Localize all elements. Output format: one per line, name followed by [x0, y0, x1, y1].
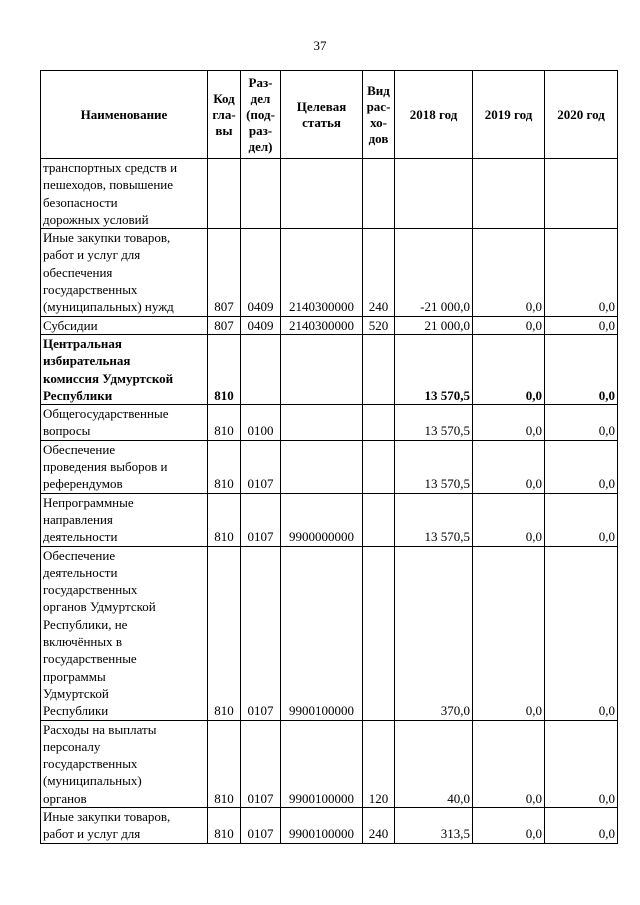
table-cell-section: 0409: [241, 316, 281, 334]
table-cell-section: 0107: [241, 493, 281, 546]
table-row: [41, 334, 618, 404]
table-cell-target: [281, 159, 363, 229]
table-cell-2019: 0,0: [473, 316, 545, 334]
table-cell-code: 810: [208, 440, 241, 493]
table-cell-type: 520: [363, 316, 395, 334]
table-row: [41, 493, 618, 546]
table-cell-name: Общегосударственные вопросы: [41, 405, 208, 441]
table-cell-target: 9900100000: [281, 720, 363, 807]
table-cell-type: [363, 159, 395, 229]
table-cell-type: [363, 546, 395, 720]
table-cell-code: [208, 159, 241, 229]
table-cell-target: 9900100000: [281, 807, 363, 843]
table-cell-target: [281, 405, 363, 441]
table-cell-code: 810: [208, 546, 241, 720]
table-cell-target: 9900100000: [281, 546, 363, 720]
table-cell-name: Центральная избирательная комиссия Удмуртской Республики: [41, 334, 208, 404]
table-cell-type: 240: [363, 807, 395, 843]
table-cell-2018: 21 000,0: [395, 316, 473, 334]
table-cell-2020: [545, 159, 618, 229]
table-cell-name: Непрограммные направления деятельности: [41, 493, 208, 546]
table-cell-target: 2140300000: [281, 229, 363, 316]
table-cell-2018: 13 570,5: [395, 405, 473, 441]
table-cell-section: 0107: [241, 807, 281, 843]
table-cell-2020: 0,0: [545, 546, 618, 720]
header-code: Код гла- вы: [208, 71, 241, 159]
table-cell-2019: 0,0: [473, 720, 545, 807]
table-cell-type: [363, 405, 395, 441]
table-cell-2020: 0,0: [545, 405, 618, 441]
header-2018: 2018 год: [395, 71, 473, 159]
header-name: Наименование: [41, 71, 208, 159]
table-cell-2020: 0,0: [545, 316, 618, 334]
header-row: [41, 71, 618, 159]
table-cell-2019: [473, 159, 545, 229]
page-number: 37: [313, 38, 327, 53]
table-cell-section: [241, 159, 281, 229]
table-cell-2018: 370,0: [395, 546, 473, 720]
table-row: [41, 720, 618, 807]
header-target: Целевая статья: [281, 71, 363, 159]
table-cell-target: [281, 334, 363, 404]
table-cell-type: [363, 493, 395, 546]
table-row: [41, 405, 618, 441]
table-cell-2018: 13 570,5: [395, 334, 473, 404]
header-section: Раз- дел (под- раз- дел): [241, 71, 281, 159]
table-cell-2018: 313,5: [395, 807, 473, 843]
table-cell-target: 2140300000: [281, 316, 363, 334]
table-cell-section: 0107: [241, 440, 281, 493]
table-row: [41, 546, 618, 720]
table-cell-type: 120: [363, 720, 395, 807]
table-cell-name: Обеспечение деятельности государственных органов Удмуртской Республики, не включённых в государственные программы Удмуртской Республики: [41, 546, 208, 720]
table-cell-section: 0107: [241, 720, 281, 807]
table-cell-2019: 0,0: [473, 546, 545, 720]
table-row: [41, 229, 618, 316]
table-cell-2020: 0,0: [545, 493, 618, 546]
table-cell-code: 810: [208, 720, 241, 807]
table-cell-name: Субсидии: [41, 316, 208, 334]
table-cell-code: 810: [208, 405, 241, 441]
table-row: [41, 316, 618, 334]
table-cell-code: 807: [208, 316, 241, 334]
table-cell-section: 0409: [241, 229, 281, 316]
table-cell-2020: 0,0: [545, 440, 618, 493]
table-cell-2019: 0,0: [473, 440, 545, 493]
table-cell-2019: 0,0: [473, 334, 545, 404]
table-cell-type: [363, 334, 395, 404]
table-cell-code: 810: [208, 334, 241, 404]
table-cell-code: 807: [208, 229, 241, 316]
table-cell-type: 240: [363, 229, 395, 316]
table-cell-name: Обеспечение проведения выборов и референдумов: [41, 440, 208, 493]
table-cell-name: Иные закупки товаров, работ и услуг для обеспечения государственных (муниципальных) нужд: [41, 229, 208, 316]
table-cell-name: транспортных средств и пешеходов, повышение безопасности дорожных условий: [41, 159, 208, 229]
table-cell-2018: [395, 159, 473, 229]
table-cell-2018: 13 570,5: [395, 440, 473, 493]
table-cell-section: 0100: [241, 405, 281, 441]
table-cell-target: [281, 440, 363, 493]
table-cell-type: [363, 440, 395, 493]
table-cell-name: Расходы на выплаты персоналу государственных (муниципальных) органов: [41, 720, 208, 807]
table-cell-section: [241, 334, 281, 404]
table-cell-section: 0107: [241, 546, 281, 720]
table-cell-2020: 0,0: [545, 334, 618, 404]
table-cell-2019: 0,0: [473, 493, 545, 546]
table-cell-2020: 0,0: [545, 807, 618, 843]
table-cell-code: 810: [208, 493, 241, 546]
table-row: [41, 440, 618, 493]
table-cell-2019: 0,0: [473, 807, 545, 843]
header-type: Вид рас- хо- дов: [363, 71, 395, 159]
table-cell-2020: 0,0: [545, 229, 618, 316]
table-cell-2020: 0,0: [545, 720, 618, 807]
table-cell-2019: 0,0: [473, 405, 545, 441]
table-cell-name: Иные закупки товаров, работ и услуг для: [41, 807, 208, 843]
table-cell-2018: 13 570,5: [395, 493, 473, 546]
table-cell-target: 9900000000: [281, 493, 363, 546]
header-2020: 2020 год: [545, 71, 618, 159]
table-cell-2019: 0,0: [473, 229, 545, 316]
header-2019: 2019 год: [473, 71, 545, 159]
table-cell-code: 810: [208, 807, 241, 843]
table-row: [41, 159, 618, 229]
table-row: [41, 807, 618, 843]
table-cell-2018: 40,0: [395, 720, 473, 807]
budget-table: [40, 70, 618, 844]
table-cell-2018: -21 000,0: [395, 229, 473, 316]
